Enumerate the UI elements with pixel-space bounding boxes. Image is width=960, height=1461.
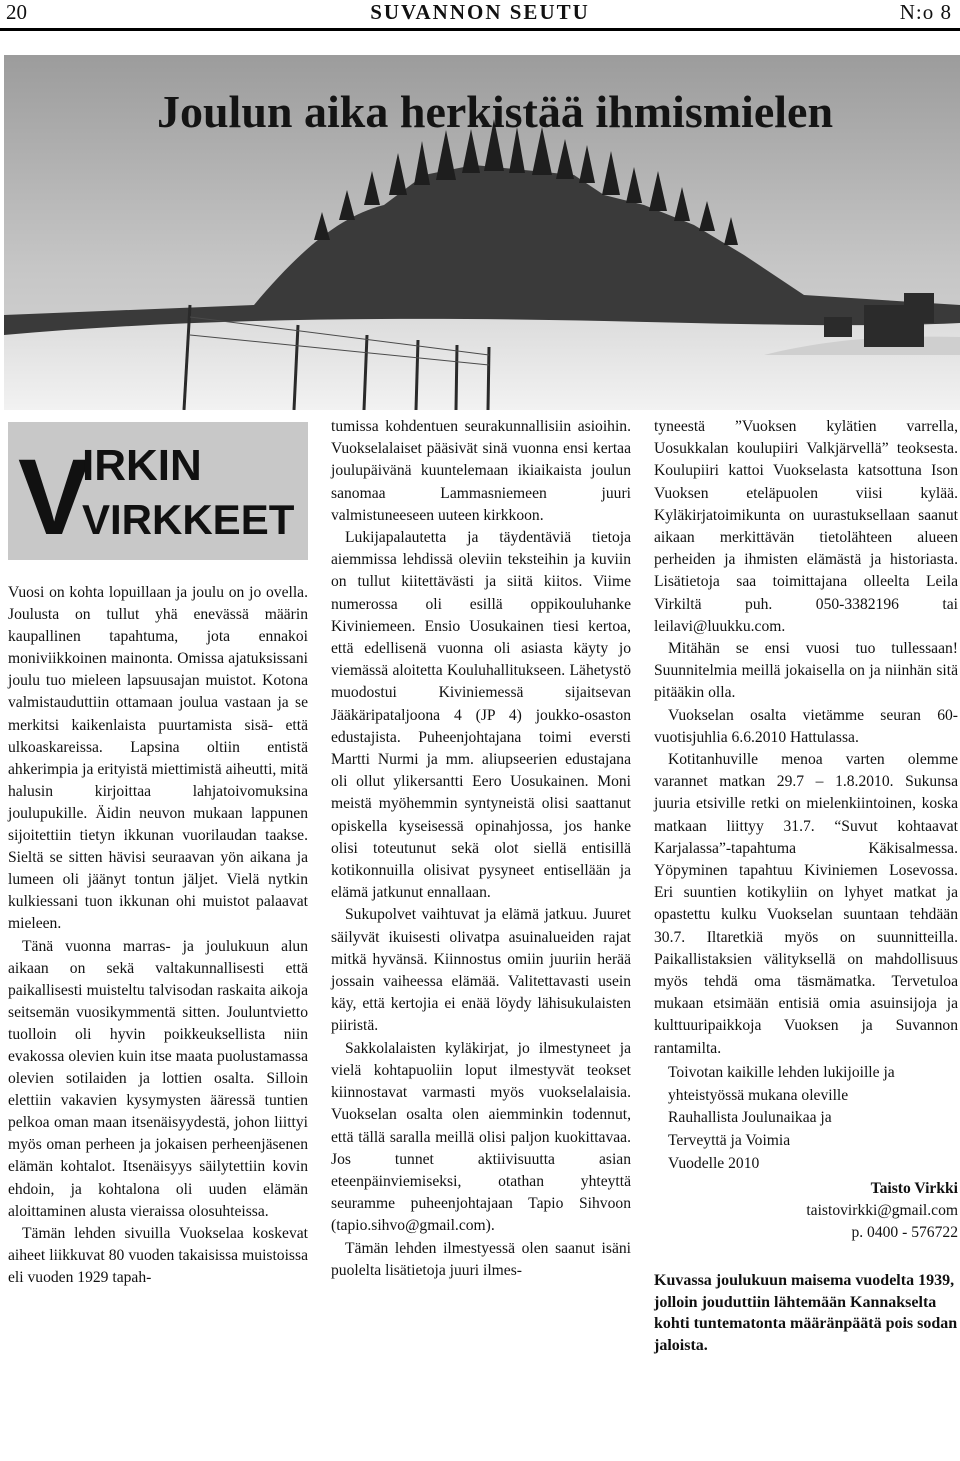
col3-paragraph-2: Mitähän se ensi vuosi tuo tullessaan! Suunnitelmia meillä jokaisella on ja niinhän sitä pitääkin olla. bbox=[654, 640, 958, 702]
col1-paragraph-2: Tänä vuonna marras- ja joulukuun alun aikaan on sekä valtakunnallisesti että paikallisesti muisteltu talvisodan raskaita aikoja seitsemän vuosikymmentä sitten. Jouluntvietto tuolloin oli hyvin poikkeuksellista niin evakossa olevien kuin itse maata puolustamassa olevien sotilaiden ja lottien osalta. Silloin elettiin vakavien kysymysten ääressä tuntien pelkoa oman maan itsenäisyydestä, johon liittyi myös oman perheen ja jokaisen perheenjäsenen elämän kohtalot. Itsenäisyys säilytettiin kovin ehdoin, ja kohtalona oli uuden elämän aloittaminen alusta vieraissa olosuhteissa. bbox=[8, 937, 308, 1220]
page-number: 20 bbox=[6, 0, 27, 24]
greeting-line: Terveyttä ja Voimia bbox=[668, 1132, 791, 1150]
col2-paragraph-4: Sakkolalaisten kyläkirjat, jo ilmestyneet ja vielä kohtapuoliin loput ilmestyvät teokset kiinnostavat varmasti myös vuokselalaisia. Vuokselan osalta olen aiemminkin todennut, että tällä saralla meillä olisi paljon kuokittavaa. Jos tunnet aktiivisuutta asian eteenpäinviemiseksi, otathan yhteyttä seuramme puheenjohtajaan Tapio Sihvoon (tapio.sihvo@gmail.com). bbox=[331, 1039, 631, 1235]
article-headline: Joulun aika herkistää ihmismielen bbox=[156, 86, 834, 137]
logo-big-v: V bbox=[18, 436, 91, 557]
col2-paragraph-2: Lukijapalautetta ja täydentäviä tietoja aiemmissa lehdissä oleviin teksteihin ja kuviin on tullut kiitettävästi ja siitä kiitos. Viime numerossa oli esillä oppikouluhanke Kiviniemeen. Ensio Uosukainen tiesi kertoa, että edellisenä vuonna oli asiasta käyty jo viemässä aloitetta Kouluhallitukseen. Lähetystö muodostui Kiviniemessä sijaitsevan Jääkäripataljoona 4 (JP 4) joukko-osaston edustajista. Puheenjohtajana toimi eversti Martti Nurmi ja mm. aliupseerien edustajana oli ollut ylikersantti Eero Uosukainen. Moni meistä myöhemmin syntyneistä olisi saattanut opiskella kyseisessä opinahjossa, jos hanke olisi toteutunut sekä olot siellä entisillä kotikonnuilla olisivat pysyneet entisellään ja elämä jatkunut ennallaan. bbox=[331, 529, 631, 902]
newspaper-name: SUVANNON SEUTU bbox=[370, 0, 590, 24]
col2-paragraph-5: Tämän lehden ilmestyessä olen saanut isäni puolelta lisätietoja juuri ilmes- bbox=[331, 1239, 631, 1279]
col2-paragraph-3: Sukupolvet vaihtuvat ja elämä jatkuu. Juuret säilyvät ikuisesti olivatpa asuinalueiden rajat mitkä hyvänsä. Kiinnostus omiin juuriin herää jossain vaiheessa elämää. Valitettavasti usein käy, että kertojia ei enää löydy lähisukulaisten piiristä. bbox=[331, 906, 631, 1035]
col3-paragraph-4: Kotitanhuville menoa varten olemme varannet matkan 29.7 – 1.8.2010. Sukunsa juuria etsiville retki on mielenkiintoinen, koska matkaan liittyy 31.7. “Suvut kohtaavat Karjalassa”-tapahtuma Käkisalmessa. Yöpyminen tapahtuu Kiviniemen Losevossa. Eri suuntien kotikyliin on lyhyet matkat ja opastettu kulku Vuokselan suuntaan tehdään 30.7. Iltaretkiä myös on suunnitteilla. Paikallistaksien välityksellä on mahdollisuus myös tehdä oma täsmämatka. Tervetuloa mukaan etsimään entisiä omia asuinsijoja ja kulttuuripaikkoja Vuoksen ja Suvannon rantamilta. bbox=[654, 751, 958, 1057]
author-name: Taisto Virkki bbox=[870, 1179, 958, 1197]
col1-paragraph-1: Vuosi on kohta lopuillaan ja joulu on jo ovella. Joulusta on tullut yhä enevässä määrin kaupallinen tapahtuma, jota ennakoi moniviikkoinen mainonta. Omissa ajatuksissani joulu tuo mieleen lapsuusajan muistot. Kotona valmistauduttiin ottamaan joulua vastaan ja se merkitsi kaikenlaista puurtamista sisä- että ulkoaskareissa. Lapsina oltiin entistä ahkerimpia ja erityistä miettimistä aiheutti, mitä halusin kirjoittaa lahjatoivomuksina joulupukille. Äidin neuvon mukaan lappunen sijoitettiin tietyn ikkunan vuorilaudan taakse. Sieltä se sitten hävisi seuraavan yön aikana ja lumeen oli jäänyt tontun jäljet. Vielä nytkin kulkiessani tuon ikkunan ohi muistot palaavat mieleen. bbox=[8, 584, 308, 933]
col2-paragraph-1: tumissa kohdentuen seurakunnallisiin asioihin. Vuokselalaiset pääsivät sinä vuonna ensi kertaa joulupäivänä kuuntelemaan ikiaikaista joulun sanomaa Lammasniemeen juuri valmistuneeseen uuteen kirkkoon. bbox=[331, 418, 631, 524]
greeting-line: yhteistyössä mukana oleville bbox=[668, 1086, 849, 1104]
article-column-2 bbox=[331, 416, 631, 1282]
article-column-1 bbox=[8, 582, 308, 1289]
author-email: taistovirkki@gmail.com bbox=[806, 1202, 958, 1220]
col3-paragraph-1: tyneestä ”Vuoksen kylätien varrella, Uosukkalan koulupiiri Valkjärvellä” teoksesta. Koulupiiri kattoi Vuokselasta katsottuna Ison Vuoksen eteläpuolen viisi kylää. Kyläkirjatoimikunta on uurastuksellaan saanut aikaan merkittävän tietolähteen alueen perheiden ja ihmisten elämästä ja historiasta. Lisätietoja saa toimittajana olleelta Leila Virkiltä puh. 050-3382196 tai leilavi@luukku.com. bbox=[654, 418, 958, 635]
greeting-line: Toivotan kaikille lehden lukijoille ja bbox=[668, 1063, 895, 1081]
author-phone: p. 0400 - 576722 bbox=[851, 1224, 958, 1242]
christmas-greeting bbox=[654, 1062, 958, 1176]
column-logo-graphic bbox=[8, 422, 308, 560]
greeting-line: Vuodelle 2010 bbox=[668, 1155, 760, 1173]
article-column-3 bbox=[654, 416, 958, 1356]
col3-paragraph-3: Vuokselan osalta vietämme seuran 60-vuotisjuhlia 6.6.2010 Hattulassa. bbox=[654, 706, 958, 746]
issue-number: N:o 8 bbox=[899, 0, 952, 24]
header-rule bbox=[0, 28, 960, 31]
page-header bbox=[0, 0, 960, 28]
col1-paragraph-3: Tämän lehden sivuilla Vuokselaa koskevat aiheet liikkuvat 80 vuoden takaisissa muistoissa eli vuoden 1929 tapah- bbox=[8, 1224, 308, 1286]
logo-line-1: IRKIN bbox=[82, 441, 202, 490]
photo-caption: Kuvassa joulukuun maisema vuodelta 1939, jolloin jouduttiin lähtemään Kannakselta kohti tuntematonta määränpäätä pois sodan jaloista. bbox=[654, 1272, 958, 1354]
greeting-line: Rauhallista Joulunaikaa ja bbox=[668, 1109, 832, 1127]
logo-line-2: VIRKKEET bbox=[82, 496, 295, 543]
column-logo bbox=[8, 422, 308, 560]
